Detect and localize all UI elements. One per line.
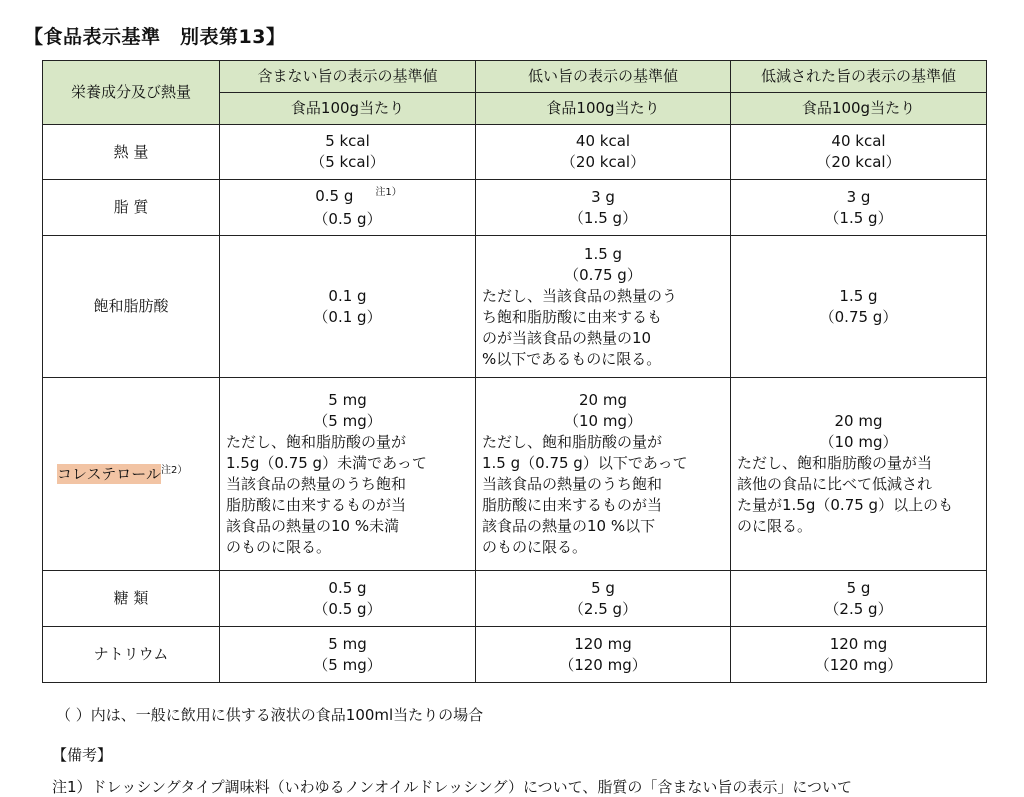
note-2-marker: 注2） [160,464,188,476]
row-label-cholesterol [43,378,220,571]
highlighted-term: コレステロール [57,464,161,483]
cell-fat-low: 3 g （1.5 g） [476,180,731,236]
page-title: 【食品表示基準 別表第13】 [24,26,286,48]
table-row [43,125,987,180]
header-nutrient: 栄養成分及び熱量 [43,61,220,125]
table-row [43,627,987,683]
table-row [43,378,987,571]
row-label-sodium: ナトリウム [43,627,220,683]
row-label-fat: 脂 質 [43,180,220,236]
cell-satfat-free: 0.1 g （0.1 g） [220,236,476,378]
nutrition-standards-table [42,60,987,683]
liquid-footnote: （ ）内は、一般に飲用に供する液状の食品100ml当たりの場合 [56,706,484,724]
cell-sugar-reduced: 5 g （2.5 g） [731,571,987,627]
cell-chol-reduced: 20 mg （10 mg） ただし、飽和脂肪酸の量が当 該他の食品に比べて低減され た量が1.5g（0.75 g）以上のも のに限る。 [731,378,987,571]
header-per-100g: 食品100g当たり [220,93,476,125]
cell-energy-low: 40 kcal （20 kcal） [476,125,731,180]
cell-sodium-free: 5 mg （5 mg） [220,627,476,683]
row-label-sugar: 糖 類 [43,571,220,627]
cell-satfat-low: 1.5 g （0.75 g） ただし、当該食品の熱量のう ち飽和脂肪酸に由来するも のが当該食品の熱量の10 %以下であるものに限る。 [476,236,731,378]
cell-sugar-low: 5 g （2.5 g） [476,571,731,627]
table-row [43,236,987,378]
remarks-heading: 【備考】 [52,746,113,764]
header-reduced: 低減された旨の表示の基準値 [731,61,987,93]
cell-fat-reduced: 3 g （1.5 g） [731,180,987,236]
header-free: 含まない旨の表示の基準値 [220,61,476,93]
table-row [43,180,987,236]
cell-fat-free: 0.5 g $^{注1)}$ （0.5 g） [220,180,476,236]
cell-energy-reduced: 40 kcal （20 kcal） [731,125,987,180]
header-per-100g: 食品100g当たり [731,93,987,125]
cell-chol-free: 5 mg （5 mg） ただし、飽和脂肪酸の量が 1.5g（0.75 g）未満であって 当該食品の熱量のうち飽和 脂肪酸に由来するものが当 該食品の熱量の10 %未満 のものに限る。 [220,378,476,571]
cell-sodium-low: 120 mg （120 mg） [476,627,731,683]
cell-satfat-reduced: 1.5 g （0.75 g） [731,236,987,378]
note-1-marker: 注1） [375,186,402,198]
cell-energy-free: 5 kcal （5 kcal） [220,125,476,180]
row-label-energy: 熱 量 [43,125,220,180]
table-row [43,571,987,627]
header-per-100g: 食品100g当たり [476,93,731,125]
note-1-text: 注1）ドレッシングタイプ調味料（いわゆるノンオイルドレッシング）について、脂質の「含まない旨の表示」について [52,778,853,796]
header-low: 低い旨の表示の基準値 [476,61,731,93]
cell-sugar-free: 0.5 g （0.5 g） [220,571,476,627]
cell-sodium-reduced: 120 mg （120 mg） [731,627,987,683]
cell-chol-low: 20 mg （10 mg） ただし、飽和脂肪酸の量が 1.5 g（0.75 g）以下であって 当該食品の熱量のうち飽和 脂肪酸に由来するものが当 該食品の熱量の10 %以下 のものに限る。 [476,378,731,571]
row-label-saturated-fat: 飽和脂肪酸 [43,236,220,378]
